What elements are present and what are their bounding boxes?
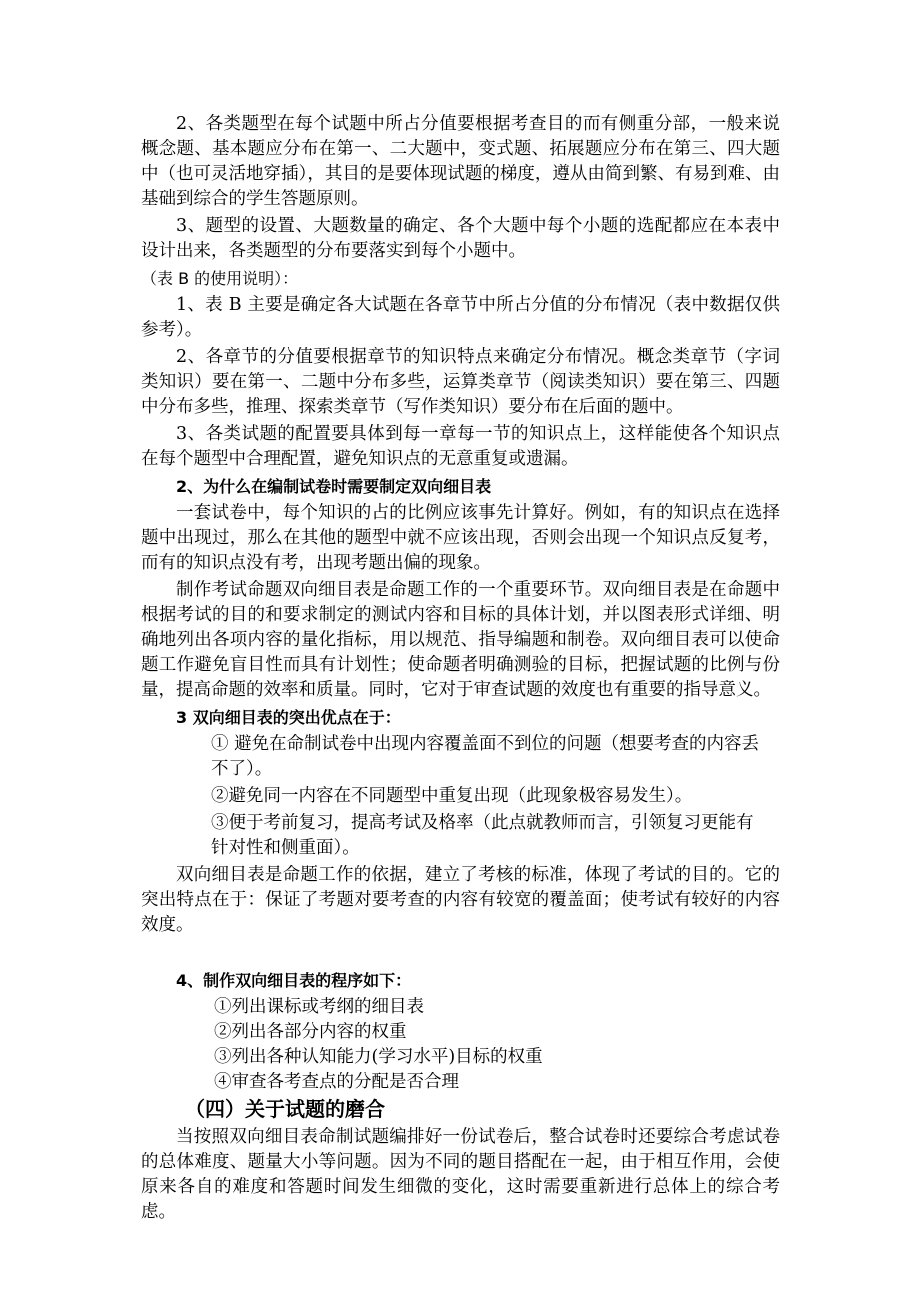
advantage-item: ③便于考前复习，提高考试及格率（此点就教师而言，引领复习更能有针对性和侧重面）。 (211, 813, 754, 858)
heading-advantages: 3 双向细目表的突出优点在于： (176, 708, 401, 727)
paragraph-question-type-design: 3、题型的设置、大题数量的确定、各个大题中每个小题的选配都应在本表中设计出来，各类题型的分布要落实到每个小题中。 (141, 216, 780, 261)
paragraph-knowledge-allocation: 3、各类试题的配置要具体到每一章每一节的知识点上，这样能使各个知识点在每个题型中合理配置，避免知识点的无意重复或遗漏。 (141, 424, 780, 469)
advantage-item: ① 避免在命制试卷中出现内容覆盖面不到位的问题（想要考查的内容丢不了）。 (211, 734, 760, 779)
procedure-step: ②列出各部分内容的权重 (214, 1022, 407, 1042)
heading-procedure: 4、制作双向细目表的程序如下： (176, 971, 412, 990)
paragraph-knowledge-proportion: 一套试卷中，每个知识的占的比例应该事先计算好。例如，有的知识点在选择题中出现过，那么在其他的题型中就不应该出现，否则会出现一个知识点反复考，而有的知识点没有考，出现考题出偏的现象。 (141, 503, 780, 573)
paragraph-test-integration: 当按照双向细目表命制试题编排好一份试卷后，整合试卷时还要综合考虑试卷的总体难度、题量大小等问题。因为不同的题目搭配在一起，由于相互作用，会使原来各自的难度和答题时间发生细微的变化，这时需要重新进行总体上的综合考虑。 (141, 1127, 780, 1222)
paragraph-chapter-scores: 2、各章节的分值要根据章节的知识特点来确定分布情况。概念类章节（字词类知识）要在第一、二题中分布多些，运算类章节（阅读类知识）要在第三、四题中分布多些，推理、探索类章节（写作类知识）要分布在后面的题中。 (141, 347, 780, 417)
procedure-step: ①列出课标或考纲的细目表 (214, 997, 424, 1017)
table-b-heading: （表 B 的使用说明）： (141, 269, 299, 288)
heading-why-two-way-table: 2、为什么在编制试卷时需要制定双向细目表 (176, 477, 492, 496)
section-heading-test-integration: （四）关于试题的磨合 (185, 1097, 385, 1121)
spacer (141, 940, 780, 968)
paragraph-question-type-weights: 2、各类题型在每个试题中所占分值要根据考查目的而有侧重分部，一般来说概念题、基本题应分布在第一、二大题中，变式题、拓展题应分布在第三、四大题中（也可灵活地穿插），其目的是要体现试题的梯度，遵从由简到繁、有易到难、由基础到综合的学生答题原则。 (141, 114, 780, 209)
paragraph-table-b-purpose: 1、表 B 主要是确定各大试题在各章节中所占分值的分布情况（表中数据仅供参考）。 (141, 295, 780, 340)
paragraph-summary: 双向细目表是命题工作的依据，建立了考核的标准，体现了考试的目的。它的突出特点在于：保证了考题对要考查的内容有较宽的覆盖面；使考试有较好的内容效度。 (141, 865, 780, 935)
paragraph-two-way-table-importance: 制作考试命题双向细目表是命题工作的一个重要环节。双向细目表是在命题中根据考试的目的和要求制定的测试内容和目标的具体计划，并以图表形式详细、明确地列出各项内容的量化指标，用以规范、指导编题和制卷。双向细目表可以使命题工作避免盲目性而具有计划性；使命题者明确测验的目标，把握试题的比例与份量，提高命题的效率和质量。同时，它对于审查试题的效度也有重要的指导意义。 (141, 580, 780, 700)
procedure-step: ③列出各种认知能力(学习水平)目标的权重 (214, 1047, 543, 1067)
procedure-step: ④审查各考查点的分配是否合理 (214, 1072, 459, 1092)
advantage-item: ②避免同一内容在不同题型中重复出现（此现象极容易发生）。 (211, 786, 693, 806)
